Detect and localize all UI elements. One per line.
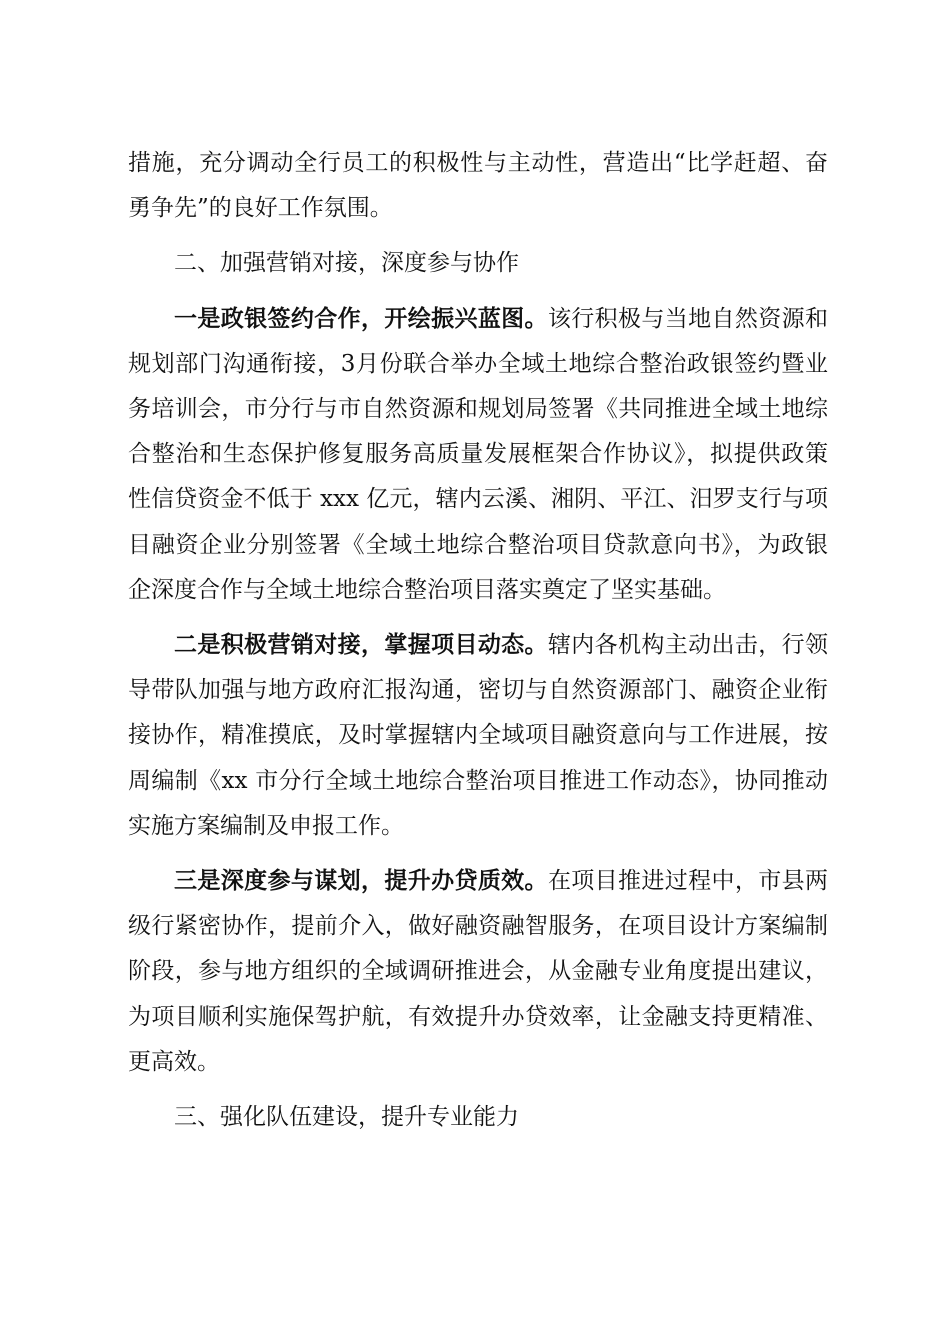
section-heading-3: 三、强化队伍建设，提升专业能力: [174, 1104, 519, 1131]
paragraph-3-lead: 三是深度参与谋划，提升办贷质效。: [174, 868, 548, 895]
continuation-paragraph: 措施，充分调动全行员工的积极性与主动性，营造出“比学赶超、奋勇争先”的良好工作氛围。: [128, 150, 828, 222]
paragraph-1-body: 该行积极与当地自然资源和规划部门沟通衔接，3月份联合举办全域土地综合整治政银签约暨业务培训会，市分行与市自然资源和规划局签署《共同推进全域土地综合整治和生态保护修复服务高质量发展框架合作协议》，拟提供政策性信贷资金不低于 xxx 亿元，辖内云溪、湘阴、平江、汨罗支行与项目融资企业分别签署《全域土地综合整治项目贷款意向书》，为政银企深度合作与全域土地综合整治项目落实奠定了坚实基础。: [128, 305, 829, 603]
paragraph-2-lead: 二是积极营销对接，掌握项目动态。: [174, 632, 548, 659]
document-body: [128, 141, 828, 1140]
paragraph-1: [128, 297, 828, 613]
paragraph-3-body: 在项目推进过程中，市县两级行紧密协作，提前介入，做好融资融智服务，在项目设计方案编制阶段，参与地方组织的全域调研推进会，从金融专业角度提出建议，为项目顺利实施保驾护航，有效提升办贷效率，让金融支持更精准、更高效。: [128, 868, 829, 1075]
section-heading-2: 二、加强营销对接，深度参与协作: [174, 250, 519, 277]
paragraph-1-lead: 一是政银签约合作，开绘振兴蓝图。: [174, 305, 548, 332]
paragraph-2: [128, 623, 828, 849]
paragraph-3: [128, 859, 828, 1085]
paragraph-2-body: 辖内各机构主动出击，行领导带队加强与地方政府汇报沟通，密切与自然资源部门、融资企业衔接协作，精准摸底，及时掌握辖内全域项目融资意向与工作进展，按周编制《xx 市分行全域土地综合整治项目推进工作动态》，协同推动实施方案编制及申报工作。: [128, 632, 829, 839]
